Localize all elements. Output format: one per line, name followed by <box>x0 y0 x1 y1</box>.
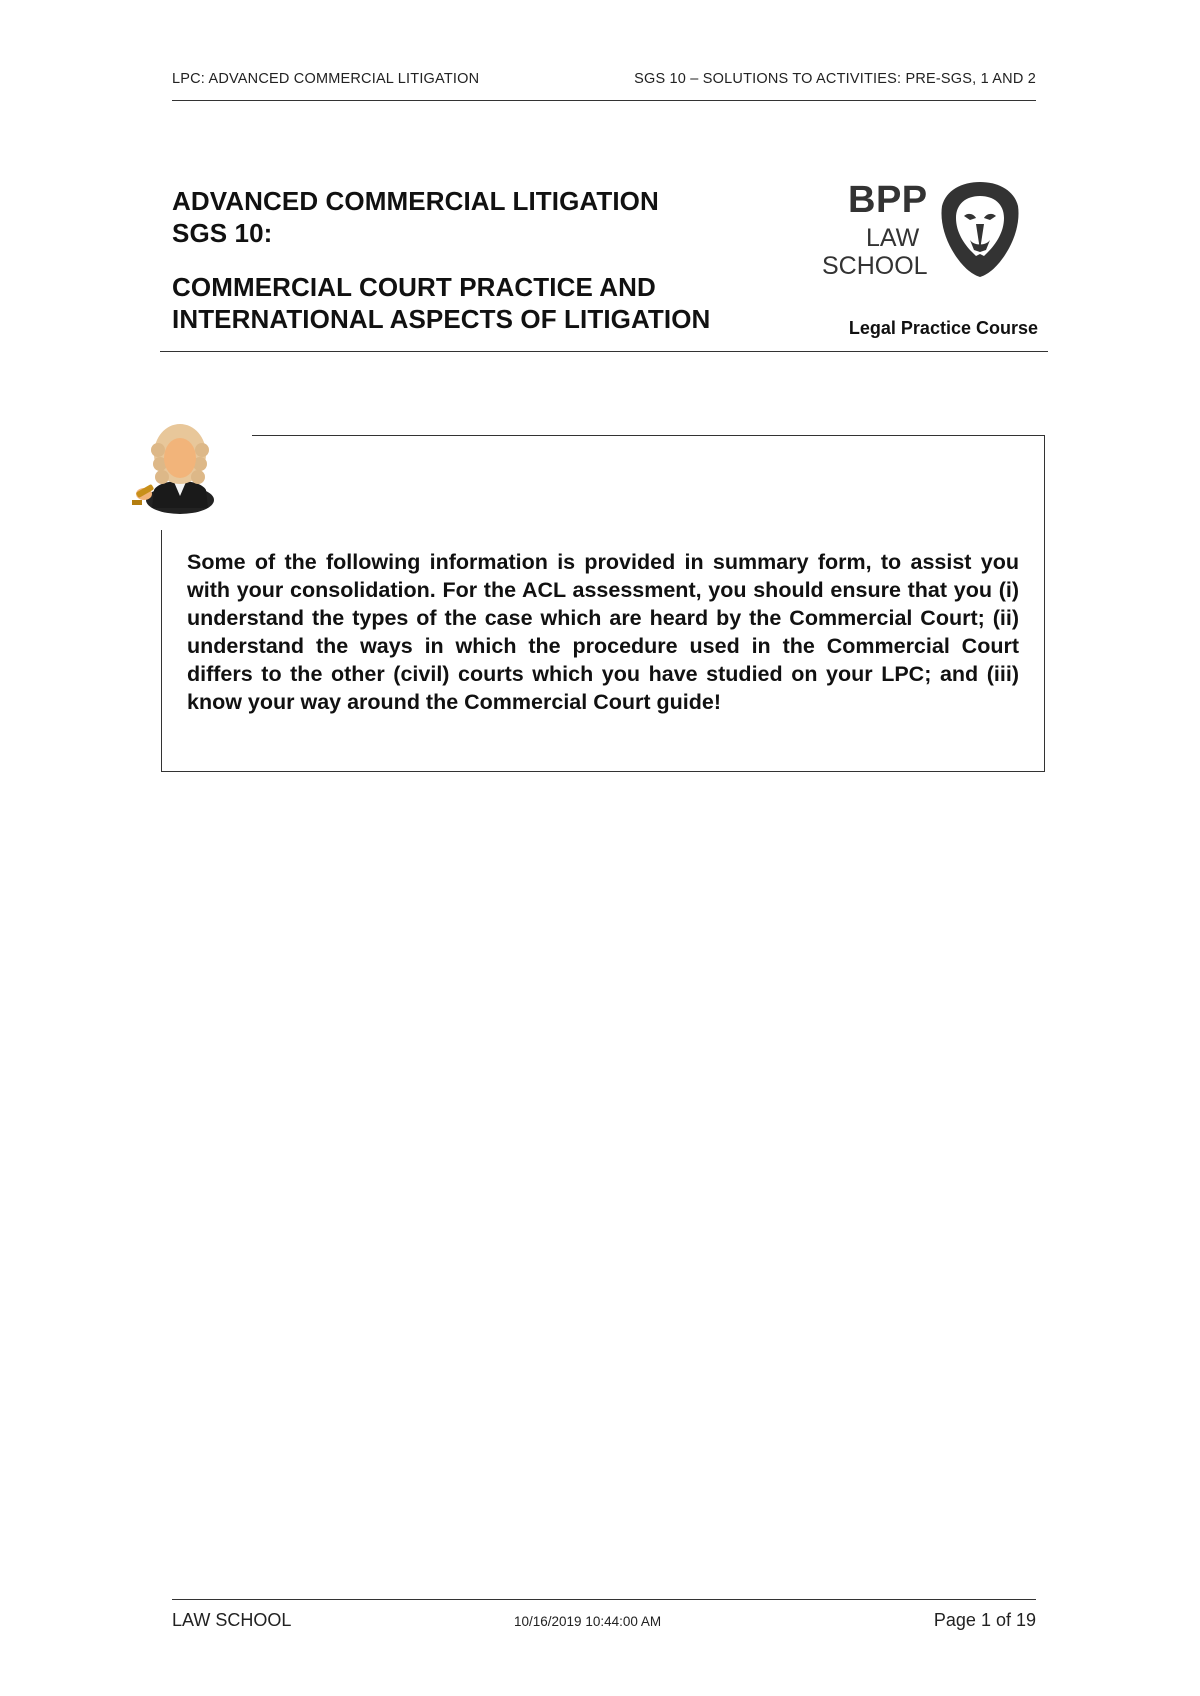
course-label: Legal Practice Course <box>848 318 1038 338</box>
footer-left: LAW SCHOOL <box>172 1610 292 1630</box>
page-footer <box>172 1610 1036 1636</box>
title-rule <box>160 351 1048 352</box>
footer-rule <box>172 1599 1036 1600</box>
logo-school: SCHOOL <box>822 252 928 280</box>
logo-brand: BPP <box>848 179 928 221</box>
note-text: Some of the following information is provided in summary form, to assist you with your consolidation. For the ACL assessment, you should ensure that you (i) understand the types of the case which are heard by the Commercial Court; (ii) understand the ways in which the procedure used in the Commercial Court differs to the other (civil) courts which you have studied on your LPC; and (iii) know your way around the Commercial Court guide! <box>187 550 1019 714</box>
title-line-4: INTERNATIONAL ASPECTS OF LITIGATION <box>172 304 711 334</box>
header-rule <box>172 100 1036 101</box>
header-right: SGS 10 – SOLUTIONS TO ACTIVITIES: PRE-SGS, 1 AND 2 <box>634 71 1036 87</box>
logo-law: LAW <box>866 224 920 252</box>
bpp-law-school-logo <box>822 180 1018 290</box>
lion-head-icon <box>940 180 1020 278</box>
running-header <box>172 71 1036 87</box>
judge-avatar-icon <box>124 420 224 514</box>
title-block <box>172 185 812 335</box>
title-line-3: COMMERCIAL COURT PRACTICE AND <box>172 272 656 302</box>
header-left: LPC: ADVANCED COMMERCIAL LITIGATION <box>172 71 480 87</box>
title-line-2: SGS 10: <box>172 218 273 248</box>
page-number: Page 1 of 19 <box>933 1610 1036 1630</box>
title-line-1: ADVANCED COMMERCIAL LITIGATION <box>172 186 659 216</box>
footer-timestamp: 10/16/2019 10:44:00 AM <box>514 1614 662 1629</box>
